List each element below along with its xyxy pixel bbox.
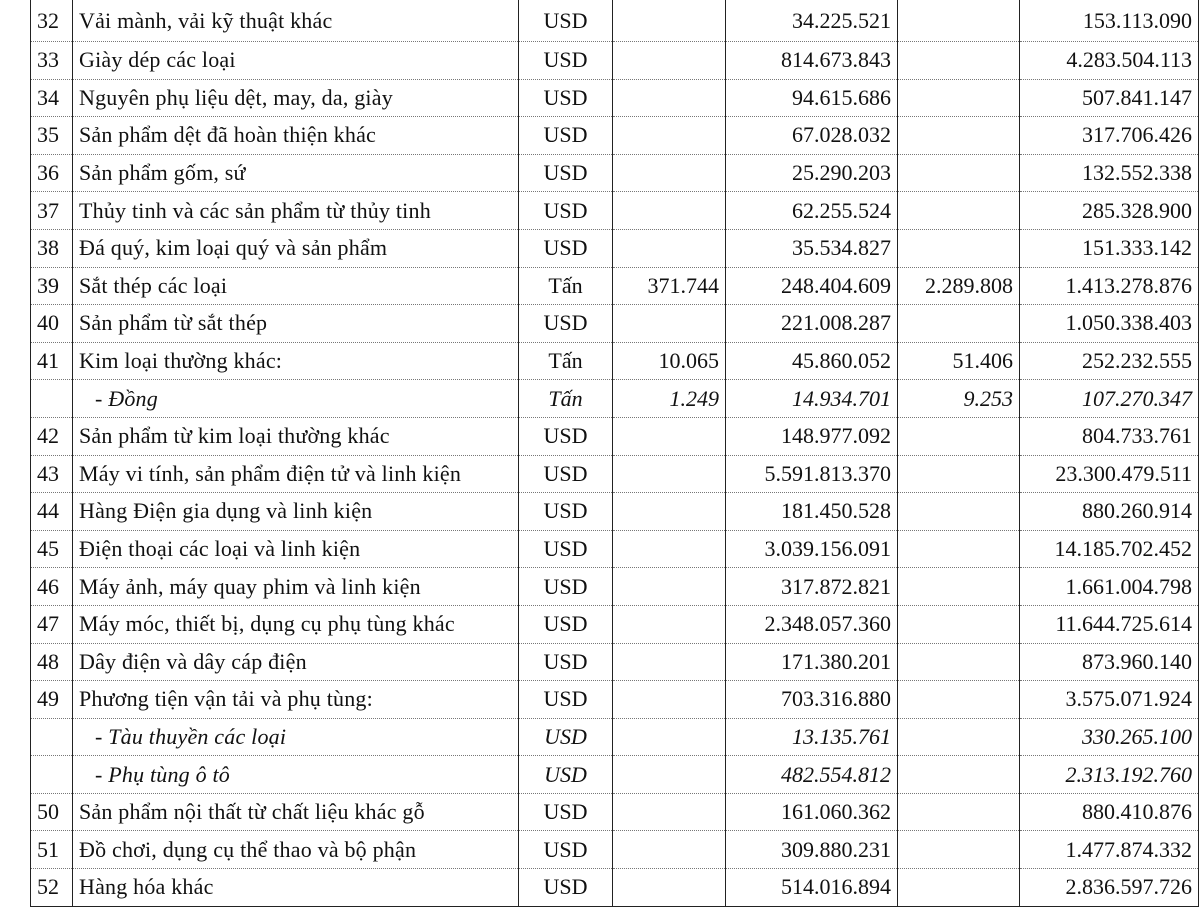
table-body (31, 0, 1199, 906)
value-cumulative-cell: 1.477.874.332 (1020, 831, 1199, 869)
item-name-cell: - Phụ tùng ô tô (73, 756, 519, 794)
unit-cell: USD (519, 42, 613, 80)
value-month-cell: 181.450.528 (726, 493, 898, 531)
item-name-cell: Thủy tinh và các sản phẩm từ thủy tinh (73, 192, 519, 230)
value-month-cell: 5.591.813.370 (726, 455, 898, 493)
table-row (31, 643, 1199, 681)
value-month-cell: 248.404.609 (726, 267, 898, 305)
row-number-cell: 49 (31, 681, 73, 719)
quantity-cumulative-cell: 51.406 (898, 342, 1020, 380)
row-number-cell: 36 (31, 154, 73, 192)
unit-cell: Tấn (519, 342, 613, 380)
unit-cell: USD (519, 0, 613, 42)
table-row (31, 793, 1199, 831)
quantity-cumulative-cell (898, 718, 1020, 756)
quantity-cumulative-cell (898, 455, 1020, 493)
value-cumulative-cell: 880.260.914 (1020, 493, 1199, 531)
quantity-month-cell (613, 42, 726, 80)
quantity-month-cell (613, 530, 726, 568)
table-row (31, 455, 1199, 493)
quantity-month-cell (613, 568, 726, 606)
value-month-cell: 14.934.701 (726, 380, 898, 418)
row-number-cell: 51 (31, 831, 73, 869)
row-number-cell: 50 (31, 793, 73, 831)
item-name-cell: Máy ảnh, máy quay phim và linh kiện (73, 568, 519, 606)
table-subrow (31, 380, 1199, 418)
row-number-cell: 48 (31, 643, 73, 681)
item-name-cell: Kim loại thường khác: (73, 342, 519, 380)
quantity-month-cell (613, 831, 726, 869)
unit-cell: USD (519, 493, 613, 531)
value-month-cell: 62.255.524 (726, 192, 898, 230)
value-cumulative-cell: 11.644.725.614 (1020, 605, 1199, 643)
table-row (31, 493, 1199, 531)
table-row (31, 605, 1199, 643)
quantity-cumulative-cell: 9.253 (898, 380, 1020, 418)
quantity-cumulative-cell (898, 568, 1020, 606)
quantity-month-cell: 371.744 (613, 267, 726, 305)
unit-cell: USD (519, 154, 613, 192)
row-number-cell: 38 (31, 229, 73, 267)
table-row (31, 869, 1199, 907)
row-number-cell: 45 (31, 530, 73, 568)
item-name-cell: - Đồng (73, 380, 519, 418)
value-month-cell: 309.880.231 (726, 831, 898, 869)
quantity-cumulative-cell (898, 79, 1020, 117)
table-subrow (31, 756, 1199, 794)
quantity-cumulative-cell (898, 756, 1020, 794)
item-name-cell: Hàng Điện gia dụng và linh kiện (73, 493, 519, 531)
row-number-cell: 42 (31, 417, 73, 455)
row-number-cell: 37 (31, 192, 73, 230)
quantity-cumulative-cell: 2.289.808 (898, 267, 1020, 305)
quantity-month-cell (613, 643, 726, 681)
quantity-month-cell (613, 305, 726, 343)
quantity-cumulative-cell (898, 681, 1020, 719)
unit-cell: USD (519, 568, 613, 606)
quantity-cumulative-cell (898, 117, 1020, 155)
item-name-cell: Sản phẩm từ sắt thép (73, 305, 519, 343)
item-name-cell: Sản phẩm từ kim loại thường khác (73, 417, 519, 455)
value-month-cell: 171.380.201 (726, 643, 898, 681)
item-name-cell: Sản phẩm gốm, sứ (73, 154, 519, 192)
value-month-cell: 25.290.203 (726, 154, 898, 192)
unit-cell: USD (519, 793, 613, 831)
quantity-month-cell (613, 869, 726, 907)
value-cumulative-cell: 2.313.192.760 (1020, 756, 1199, 794)
unit-cell: USD (519, 869, 613, 907)
value-cumulative-cell: 880.410.876 (1020, 793, 1199, 831)
value-month-cell: 34.225.521 (726, 0, 898, 42)
unit-cell: USD (519, 305, 613, 343)
row-number-cell: 32 (31, 0, 73, 42)
quantity-cumulative-cell (898, 229, 1020, 267)
row-number-cell: 39 (31, 267, 73, 305)
item-name-cell: Giày dép các loại (73, 42, 519, 80)
unit-cell: USD (519, 831, 613, 869)
unit-cell: USD (519, 681, 613, 719)
value-month-cell: 13.135.761 (726, 718, 898, 756)
table-row (31, 229, 1199, 267)
value-cumulative-cell: 285.328.900 (1020, 192, 1199, 230)
value-month-cell: 94.615.686 (726, 79, 898, 117)
value-month-cell: 514.016.894 (726, 869, 898, 907)
value-cumulative-cell: 2.836.597.726 (1020, 869, 1199, 907)
table-row (31, 831, 1199, 869)
item-name-cell: Vải mành, vải kỹ thuật khác (73, 0, 519, 42)
value-month-cell: 148.977.092 (726, 417, 898, 455)
unit-cell: USD (519, 530, 613, 568)
item-name-cell: Phương tiện vận tải và phụ tùng: (73, 681, 519, 719)
table-row (31, 117, 1199, 155)
table-row (31, 154, 1199, 192)
quantity-month-cell (613, 493, 726, 531)
unit-cell: USD (519, 756, 613, 794)
row-number-cell (31, 718, 73, 756)
unit-cell: USD (519, 417, 613, 455)
row-number-cell: 35 (31, 117, 73, 155)
value-month-cell: 317.872.821 (726, 568, 898, 606)
row-number-cell: 40 (31, 305, 73, 343)
item-name-cell: Máy móc, thiết bị, dụng cụ phụ tùng khác (73, 605, 519, 643)
item-name-cell: Điện thoại các loại và linh kiện (73, 530, 519, 568)
quantity-month-cell (613, 718, 726, 756)
quantity-cumulative-cell (898, 869, 1020, 907)
item-name-cell: Đồ chơi, dụng cụ thể thao và bộ phận (73, 831, 519, 869)
table-row (31, 267, 1199, 305)
value-cumulative-cell: 1.661.004.798 (1020, 568, 1199, 606)
quantity-month-cell (613, 154, 726, 192)
value-cumulative-cell: 873.960.140 (1020, 643, 1199, 681)
unit-cell: USD (519, 718, 613, 756)
value-cumulative-cell: 132.552.338 (1020, 154, 1199, 192)
table-row (31, 305, 1199, 343)
value-cumulative-cell: 507.841.147 (1020, 79, 1199, 117)
value-month-cell: 3.039.156.091 (726, 530, 898, 568)
value-cumulative-cell: 330.265.100 (1020, 718, 1199, 756)
item-name-cell: Sản phẩm dệt đã hoàn thiện khác (73, 117, 519, 155)
quantity-month-cell (613, 192, 726, 230)
row-number-cell: 47 (31, 605, 73, 643)
table-row (31, 681, 1199, 719)
item-name-cell: Sản phẩm nội thất từ chất liệu khác gỗ (73, 793, 519, 831)
value-month-cell: 161.060.362 (726, 793, 898, 831)
quantity-month-cell (613, 229, 726, 267)
trade-statistics-table (30, 0, 1199, 907)
row-number-cell: 34 (31, 79, 73, 117)
row-number-cell: 43 (31, 455, 73, 493)
table-subrow (31, 718, 1199, 756)
value-month-cell: 221.008.287 (726, 305, 898, 343)
value-cumulative-cell: 4.283.504.113 (1020, 42, 1199, 80)
quantity-cumulative-cell (898, 530, 1020, 568)
quantity-month-cell: 1.249 (613, 380, 726, 418)
item-name-cell: Dây điện và dây cáp điện (73, 643, 519, 681)
row-number-cell: 46 (31, 568, 73, 606)
value-cumulative-cell: 14.185.702.452 (1020, 530, 1199, 568)
quantity-cumulative-cell (898, 154, 1020, 192)
row-number-cell: 41 (31, 342, 73, 380)
row-number-cell (31, 756, 73, 794)
table-row (31, 0, 1199, 42)
table-row (31, 42, 1199, 80)
item-name-cell: - Tàu thuyền các loại (73, 718, 519, 756)
quantity-month-cell (613, 117, 726, 155)
item-name-cell: Nguyên phụ liệu dệt, may, da, giày (73, 79, 519, 117)
quantity-month-cell: 10.065 (613, 342, 726, 380)
item-name-cell: Đá quý, kim loại quý và sản phẩm (73, 229, 519, 267)
table-row (31, 530, 1199, 568)
unit-cell: USD (519, 192, 613, 230)
quantity-cumulative-cell (898, 0, 1020, 42)
value-cumulative-cell: 107.270.347 (1020, 380, 1199, 418)
table-row (31, 79, 1199, 117)
unit-cell: USD (519, 455, 613, 493)
quantity-month-cell (613, 681, 726, 719)
table-row (31, 417, 1199, 455)
quantity-month-cell (613, 417, 726, 455)
unit-cell: USD (519, 605, 613, 643)
quantity-month-cell (613, 455, 726, 493)
value-cumulative-cell: 1.050.338.403 (1020, 305, 1199, 343)
value-month-cell: 35.534.827 (726, 229, 898, 267)
table-row (31, 568, 1199, 606)
table-row (31, 342, 1199, 380)
unit-cell: Tấn (519, 380, 613, 418)
value-month-cell: 2.348.057.360 (726, 605, 898, 643)
quantity-month-cell (613, 79, 726, 117)
value-cumulative-cell: 153.113.090 (1020, 0, 1199, 42)
quantity-cumulative-cell (898, 42, 1020, 80)
quantity-cumulative-cell (898, 305, 1020, 343)
quantity-month-cell (613, 0, 726, 42)
item-name-cell: Hàng hóa khác (73, 869, 519, 907)
value-cumulative-cell: 3.575.071.924 (1020, 681, 1199, 719)
value-cumulative-cell: 23.300.479.511 (1020, 455, 1199, 493)
quantity-month-cell (613, 605, 726, 643)
row-number-cell: 52 (31, 869, 73, 907)
value-month-cell: 703.316.880 (726, 681, 898, 719)
value-cumulative-cell: 252.232.555 (1020, 342, 1199, 380)
value-month-cell: 45.860.052 (726, 342, 898, 380)
unit-cell: USD (519, 229, 613, 267)
quantity-cumulative-cell (898, 643, 1020, 681)
row-number-cell (31, 380, 73, 418)
value-month-cell: 814.673.843 (726, 42, 898, 80)
quantity-cumulative-cell (898, 831, 1020, 869)
value-month-cell: 67.028.032 (726, 117, 898, 155)
quantity-cumulative-cell (898, 493, 1020, 531)
quantity-month-cell (613, 793, 726, 831)
value-cumulative-cell: 317.706.426 (1020, 117, 1199, 155)
unit-cell: USD (519, 79, 613, 117)
quantity-cumulative-cell (898, 793, 1020, 831)
quantity-cumulative-cell (898, 192, 1020, 230)
unit-cell: USD (519, 117, 613, 155)
value-cumulative-cell: 151.333.142 (1020, 229, 1199, 267)
quantity-cumulative-cell (898, 417, 1020, 455)
value-month-cell: 482.554.812 (726, 756, 898, 794)
quantity-month-cell (613, 756, 726, 794)
value-cumulative-cell: 804.733.761 (1020, 417, 1199, 455)
unit-cell: Tấn (519, 267, 613, 305)
value-cumulative-cell: 1.413.278.876 (1020, 267, 1199, 305)
item-name-cell: Sắt thép các loại (73, 267, 519, 305)
unit-cell: USD (519, 643, 613, 681)
table-row (31, 192, 1199, 230)
row-number-cell: 44 (31, 493, 73, 531)
row-number-cell: 33 (31, 42, 73, 80)
item-name-cell: Máy vi tính, sản phẩm điện tử và linh kiện (73, 455, 519, 493)
quantity-cumulative-cell (898, 605, 1020, 643)
